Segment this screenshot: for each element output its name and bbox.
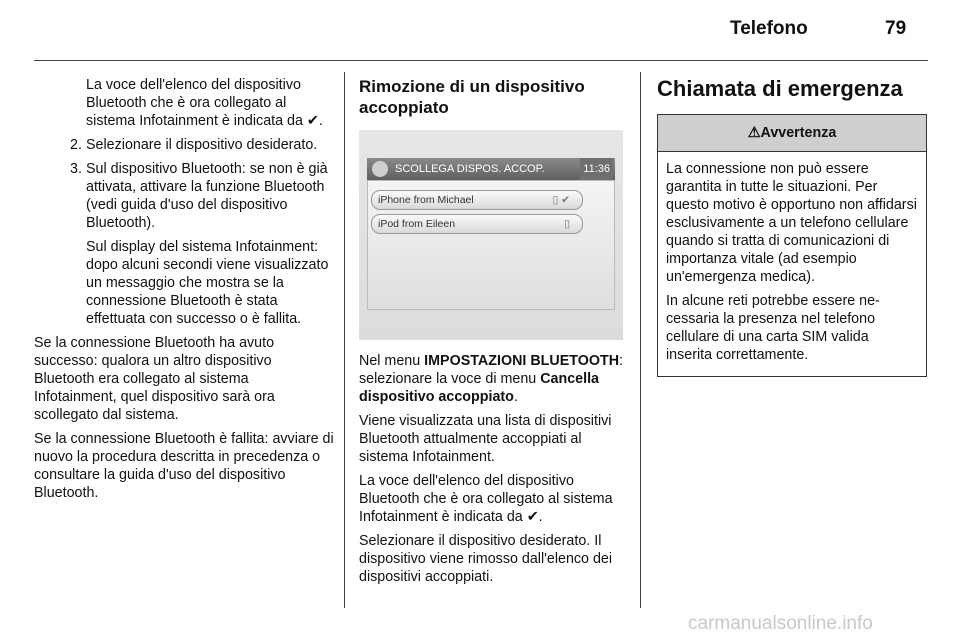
screen-title: SCOLLEGA DISPOS. ACCOP. (395, 163, 545, 175)
warning-title: Avvertenza (760, 125, 837, 141)
phone-check-icon: ▯ ✔ (552, 194, 570, 206)
step-2-number: 2. (70, 137, 82, 153)
column-1 (34, 76, 334, 508)
page-header-title: Telefono (730, 18, 808, 39)
screen-list-item-2 (371, 214, 583, 234)
step-2 (34, 136, 334, 154)
menu-name: IMPOSTAZIONI BLUETOOTH (424, 353, 620, 369)
warning-box (657, 114, 927, 377)
paragraph-success: Se la connessione Bluetooth ha avuto successo: qualora un altro dispositivo Bluetooth era collegato al sistema Infotainment, quel dispositivo sarà ora scollegato dal sistema. (34, 335, 275, 423)
step-3-subparagraph: Sul display del sistema Infotainment: dopo alcuni secondi viene visualizzato un messaggio che mostra se la connessione Bluetooth è stata effettuata con successo o è fallita. (86, 239, 329, 327)
step-3 (34, 160, 334, 232)
paragraph-select-device: Selezionare il dispositivo desiderato. Il dispositivo viene rimosso dall'elenco dei dispositivi accoppiati. (359, 533, 613, 585)
paragraph-menu-instruction (359, 352, 625, 406)
paragraph-failed: Se la connessione Bluetooth è fallita: avviare di nuovo la procedura descritta in precedenza o consultare la guida d'uso del dispositivo Bluetooth. (34, 431, 334, 501)
screen-list-item-label: iPod from Eileen (378, 218, 456, 230)
screen-clock: 11:36 (580, 158, 613, 180)
warning-triangle-icon: ⚠ (747, 125, 761, 141)
paragraph-connected-marker: La voce dell'elenco del dispositivo Bluetooth che è ora collegato al sistema Infotainment è indicata da ✔. (359, 473, 613, 525)
step-2-text: Selezionare il dispositivo desiderato. (86, 137, 318, 153)
continued-paragraph: La voce dell'elenco del dispositivo Bluetooth che è ora collegato al sistema Infotainment è indicata da ✔. (86, 77, 323, 129)
text: Nel menu (359, 353, 425, 369)
column-3 (657, 76, 927, 377)
section-heading-remove-device: Rimozione di un dispositivo accoppiato (359, 77, 585, 117)
column-divider-right (640, 72, 641, 608)
screen-list-item-label: iPhone from Michael (378, 194, 474, 206)
brand-logo-icon (372, 161, 388, 177)
warning-paragraph-2: In alcune reti potrebbe essere necessaria la presenza nel telefono cellulare di una carta SIM valida inserita correttamente. (666, 293, 880, 363)
text: : selezionare la voce di menu (359, 353, 624, 387)
watermark: carmanualsonline.info (688, 613, 873, 634)
warning-paragraph-1: La connessione non può essere garantita in tutte le situazioni. Per questo motivo è opportuno non affidarsi esclusivamente a un telefono cellulare quando si tratta di comunicazioni di importanza vitale (ad esempio un'emergenza medica). (666, 161, 917, 285)
column-2 (359, 76, 625, 592)
screen-title-bar (367, 158, 615, 180)
warning-body (658, 152, 926, 376)
step-3-number: 3. (70, 161, 82, 177)
warning-header (658, 115, 926, 152)
music-device-icon: ▯ (564, 218, 570, 230)
section-heading-emergency-call: Chiamata di emergenza (657, 76, 903, 101)
column-divider-left (344, 72, 345, 608)
paragraph-list-shown: Viene visualizzata una lista di dispositivi Bluetooth attualmente accoppiati al sistema Infotainment. (359, 413, 612, 465)
menu-item-name: Cancella dispositivo accoppiato (359, 371, 600, 405)
step-3-text: Sul dispositivo Bluetooth: se non è già attivata, attivare la funzione Bluetooth (vedi guida d'uso del dispositivo Bluetooth). (86, 161, 328, 231)
screen-list-item-1 (371, 190, 583, 210)
text: . (513, 389, 518, 405)
header-rule (34, 60, 928, 61)
infotainment-screenshot (359, 130, 623, 340)
page-number: 79 (885, 18, 907, 39)
